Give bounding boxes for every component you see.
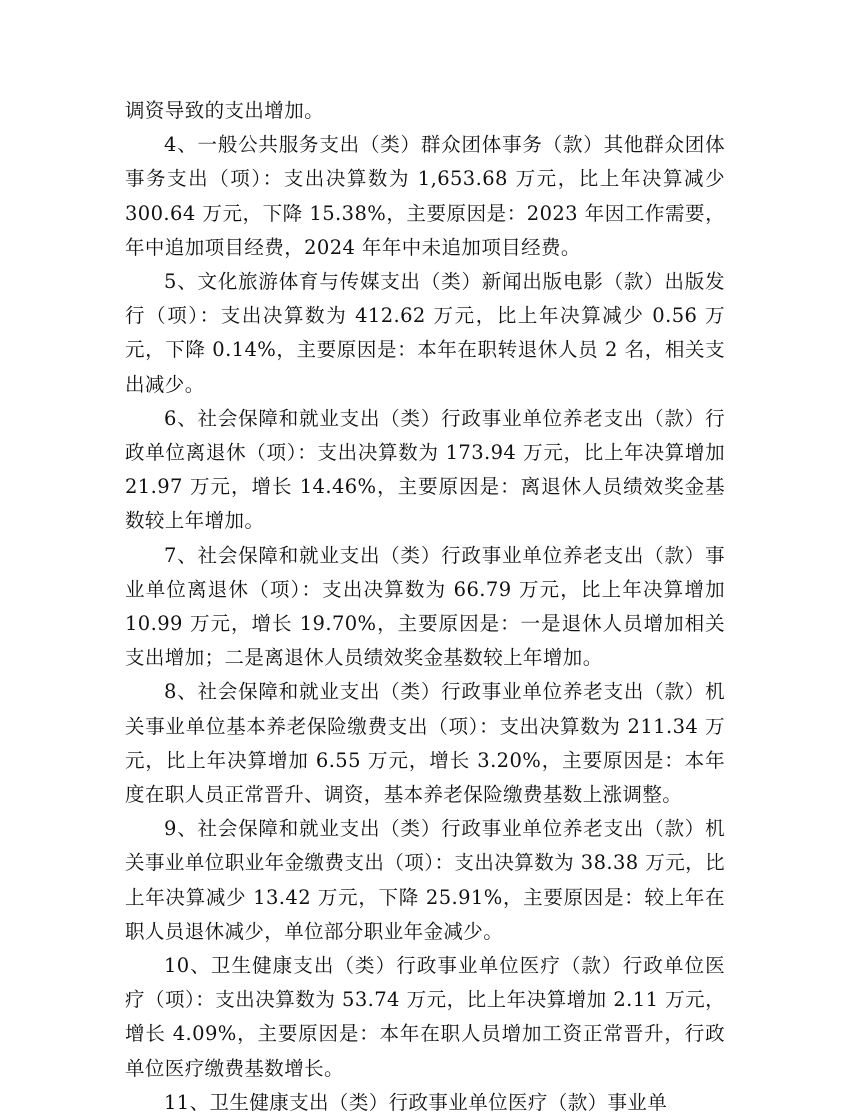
paragraph-item-10: 10、卫生健康支出（类）行政事业单位医疗（款）行政单位医疗（项）：支出决算数为 53.74 万元，比上年决算增加 2.11 万元，增长 4.09%，主要原因是：本年在职人员增加工资正常晋升，行政单位医疗缴费基数增长。 [125,954,725,1080]
paragraph-item-6: 6、社会保障和就业支出（类）行政事业单位养老支出（款）行政单位离退休（项）：支出决算数为 173.94 万元，比上年决算增加 21.97 万元，增长 14.46%，主要原因是：离退休人员绩效奖金基数较上年增加。 [125,406,725,533]
paragraph-item-5: 5、文化旅游体育与传媒支出（类）新闻出版电影（款）出版发行（项）：支出决算数为 412.62 万元，比上年决算减少 0.56 万元，下降 0.14%，主要原因是：本年在职转退休人员 2 名，相关支出减少。 [125,270,725,396]
paragraph-item-7: 7、社会保障和就业支出（类）行政事业单位养老支出（款）事业单位离退休（项）：支出决算数为 66.79 万元，比上年决算增加 10.99 万元，增长 19.70%，主要原因是：一是退休人员增加相关支出增加；二是离退休人员绩效奖金基数较上年增加。 [125,543,725,670]
document-body [125,94,725,1120]
paragraph-item-11: 11、卫生健康支出（类）行政事业单位医疗（款）事业单 [164,1090,668,1114]
paragraph-item-4: 4、一般公共服务支出（类）群众团体事务（款）其他群众团体事务支出（项）：支出决算数为 1,653.68 万元，比上年决算减少 300.64 万元，下降 15.38%，主要原因是：2023 年因工作需要，年中追加项目经费，2024 年年中未追加项目经费。 [125,133,725,259]
paragraph-item-8: 8、社会保障和就业支出（类）行政事业单位养老支出（款）机关事业单位基本养老保险缴费支出（项）：支出决算数为 211.34 万元，比上年决算增加 6.55 万元，增长 3.20%，主要原因是：本年度在职人员正常晋升、调资，基本养老保险缴费基数上涨调整。 [125,680,725,807]
paragraph-continuation: 调资导致的支出增加。 [125,99,325,122]
paragraph-item-9: 9、社会保障和就业支出（类）行政事业单位养老支出（款）机关事业单位职业年金缴费支出（项）：支出决算数为 38.38 万元，比上年决算减少 13.42 万元，下降 25.91%，主要原因是：较上年在职人员退休减少，单位部分职业年金减少。 [125,817,725,943]
